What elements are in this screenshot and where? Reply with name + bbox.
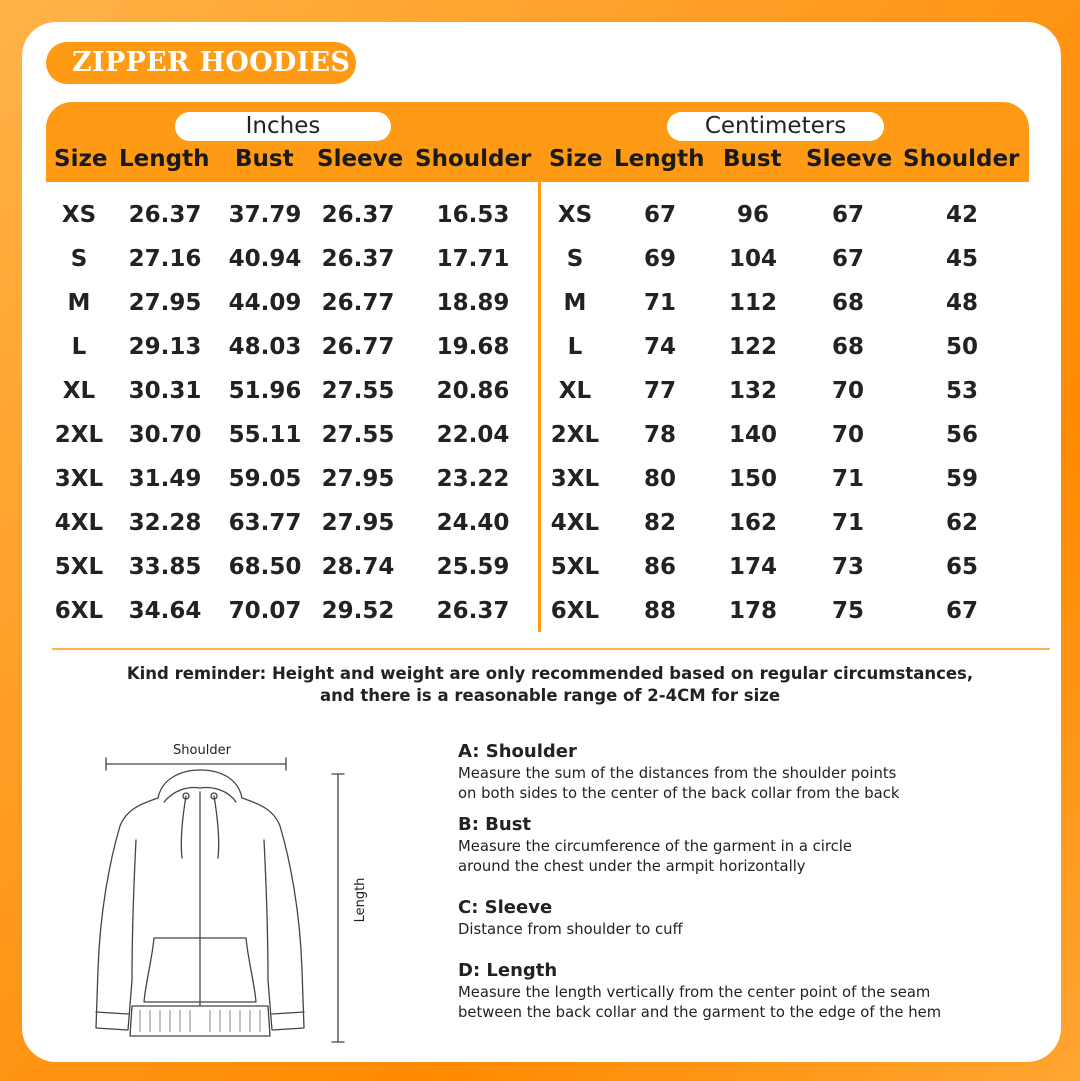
table-cell-cm-bust: 174 bbox=[728, 554, 778, 580]
measure-shoulder-desc-1: Measure the sum of the distances from the shoulder points bbox=[458, 765, 897, 782]
table-cell-in-shoulder: 16.53 bbox=[436, 202, 510, 228]
table-cell-cm-shoulder: 50 bbox=[945, 334, 979, 360]
section-divider bbox=[52, 648, 1050, 650]
table-cell-cm-shoulder: 45 bbox=[945, 246, 979, 272]
unit-label-centimeters: Centimeters bbox=[667, 112, 884, 141]
measure-length-desc-2: between the back collar and the garment to the edge of the hem bbox=[458, 1004, 942, 1021]
measure-shoulder-desc-2: on both sides to the center of the back collar from the back bbox=[458, 785, 900, 802]
reminder-line-1: Kind reminder: Height and weight are only recommended based on regular circumstances, bbox=[126, 664, 974, 683]
table-cell-cm-size: 2XL bbox=[550, 422, 600, 448]
table-cell-in-bust: 59.05 bbox=[228, 466, 302, 492]
table-cell-in-sleeve: 29.52 bbox=[321, 598, 395, 624]
table-cell-cm-length: 78 bbox=[643, 422, 677, 448]
measure-length-title: D: Length bbox=[458, 960, 558, 981]
table-cell-in-sleeve: 26.37 bbox=[321, 202, 395, 228]
table-cell-cm-sleeve: 71 bbox=[831, 466, 865, 492]
table-cell-cm-bust: 104 bbox=[728, 246, 778, 272]
table-cell-cm-length: 86 bbox=[643, 554, 677, 580]
table-cell-cm-size: 3XL bbox=[550, 466, 600, 492]
table-cell-cm-sleeve: 68 bbox=[831, 334, 865, 360]
table-cell-in-bust: 44.09 bbox=[228, 290, 302, 316]
table-cell-in-size: 4XL bbox=[54, 510, 104, 536]
page-title: ZIPPER HOODIES bbox=[46, 42, 356, 84]
table-cell-in-bust: 40.94 bbox=[228, 246, 302, 272]
table-cell-in-shoulder: 24.40 bbox=[436, 510, 510, 536]
col-header-length-in: Length bbox=[119, 146, 210, 172]
table-cell-in-bust: 48.03 bbox=[228, 334, 302, 360]
table-cell-cm-sleeve: 70 bbox=[831, 422, 865, 448]
table-cell-in-size: 6XL bbox=[54, 598, 104, 624]
table-cell-cm-sleeve: 70 bbox=[831, 378, 865, 404]
table-cell-in-size: XS bbox=[61, 202, 97, 228]
measure-sleeve bbox=[458, 896, 1018, 940]
table-cell-cm-length: 80 bbox=[643, 466, 677, 492]
table-cell-in-shoulder: 20.86 bbox=[436, 378, 510, 404]
table-cell-cm-shoulder: 53 bbox=[945, 378, 979, 404]
table-cell-in-sleeve: 27.95 bbox=[321, 510, 395, 536]
measure-bust bbox=[458, 813, 1018, 877]
measure-shoulder bbox=[458, 740, 1018, 804]
table-cell-in-shoulder: 25.59 bbox=[436, 554, 510, 580]
table-cell-in-sleeve: 26.37 bbox=[321, 246, 395, 272]
measure-bust-desc-2: around the chest under the armpit horizontally bbox=[458, 858, 806, 875]
table-cell-in-length: 33.85 bbox=[128, 554, 202, 580]
hoodie-diagram-icon bbox=[70, 730, 410, 1050]
table-cell-in-bust: 68.50 bbox=[228, 554, 302, 580]
table-cell-in-length: 30.70 bbox=[128, 422, 202, 448]
table-cell-cm-length: 88 bbox=[643, 598, 677, 624]
table-cell-cm-size: S bbox=[566, 246, 584, 272]
table-cell-in-bust: 51.96 bbox=[228, 378, 302, 404]
table-cell-cm-size: L bbox=[567, 334, 583, 360]
table-cell-in-shoulder: 26.37 bbox=[436, 598, 510, 624]
table-cell-cm-sleeve: 67 bbox=[831, 202, 865, 228]
table-cell-cm-bust: 162 bbox=[728, 510, 778, 536]
table-cell-in-length: 26.37 bbox=[128, 202, 202, 228]
table-cell-in-shoulder: 18.89 bbox=[436, 290, 510, 316]
table-cell-in-bust: 63.77 bbox=[228, 510, 302, 536]
col-header-bust-in: Bust bbox=[235, 146, 294, 172]
table-cell-in-sleeve: 27.95 bbox=[321, 466, 395, 492]
table-cell-in-length: 27.16 bbox=[128, 246, 202, 272]
table-cell-cm-shoulder: 56 bbox=[945, 422, 979, 448]
kind-reminder bbox=[60, 663, 1040, 707]
table-cell-cm-shoulder: 67 bbox=[945, 598, 979, 624]
table-cell-in-shoulder: 23.22 bbox=[436, 466, 510, 492]
table-cell-cm-length: 71 bbox=[643, 290, 677, 316]
table-cell-cm-size: XL bbox=[558, 378, 592, 404]
measure-sleeve-desc-1: Distance from shoulder to cuff bbox=[458, 921, 683, 938]
measure-length bbox=[458, 959, 1018, 1023]
table-cell-in-length: 31.49 bbox=[128, 466, 202, 492]
table-cell-cm-bust: 140 bbox=[728, 422, 778, 448]
table-cell-cm-shoulder: 48 bbox=[945, 290, 979, 316]
table-cell-in-shoulder: 22.04 bbox=[436, 422, 510, 448]
table-cell-cm-bust: 122 bbox=[728, 334, 778, 360]
length-label: Length bbox=[353, 877, 368, 923]
table-cell-cm-bust: 132 bbox=[728, 378, 778, 404]
table-cell-cm-size: 4XL bbox=[550, 510, 600, 536]
col-header-sleeve-in: Sleeve bbox=[317, 146, 404, 172]
table-cell-cm-sleeve: 71 bbox=[831, 510, 865, 536]
col-header-bust-cm: Bust bbox=[723, 146, 782, 172]
table-cell-cm-shoulder: 42 bbox=[945, 202, 979, 228]
table-cell-in-length: 27.95 bbox=[128, 290, 202, 316]
table-cell-in-size: M bbox=[67, 290, 91, 316]
table-cell-in-size: XL bbox=[62, 378, 96, 404]
table-cell-cm-bust: 96 bbox=[736, 202, 770, 228]
table-cell-cm-length: 82 bbox=[643, 510, 677, 536]
table-cell-in-bust: 37.79 bbox=[228, 202, 302, 228]
table-cell-in-length: 34.64 bbox=[128, 598, 202, 624]
table-cell-cm-length: 69 bbox=[643, 246, 677, 272]
col-header-size-cm: Size bbox=[549, 146, 603, 172]
col-header-sleeve-cm: Sleeve bbox=[806, 146, 893, 172]
table-cell-cm-length: 67 bbox=[643, 202, 677, 228]
table-cell-in-length: 29.13 bbox=[128, 334, 202, 360]
table-cell-in-bust: 55.11 bbox=[228, 422, 302, 448]
table-cell-in-size: 3XL bbox=[54, 466, 104, 492]
table-cell-cm-sleeve: 67 bbox=[831, 246, 865, 272]
table-cell-in-sleeve: 26.77 bbox=[321, 290, 395, 316]
table-cell-cm-bust: 178 bbox=[728, 598, 778, 624]
measure-sleeve-title: C: Sleeve bbox=[458, 897, 553, 918]
table-divider-vertical bbox=[538, 182, 541, 632]
table-cell-cm-shoulder: 62 bbox=[945, 510, 979, 536]
col-header-shoulder-in: Shoulder bbox=[415, 146, 532, 172]
reminder-line-2: and there is a reasonable range of 2-4CM for size bbox=[319, 686, 781, 705]
table-cell-in-sleeve: 27.55 bbox=[321, 378, 395, 404]
table-cell-cm-length: 77 bbox=[643, 378, 677, 404]
table-cell-in-size: L bbox=[71, 334, 87, 360]
measure-length-desc-1: Measure the length vertically from the center point of the seam bbox=[458, 984, 931, 1001]
table-cell-in-sleeve: 27.55 bbox=[321, 422, 395, 448]
table-cell-cm-bust: 112 bbox=[728, 290, 778, 316]
table-cell-cm-sleeve: 68 bbox=[831, 290, 865, 316]
col-header-size-in: Size bbox=[54, 146, 108, 172]
col-header-shoulder-cm: Shoulder bbox=[903, 146, 1020, 172]
measure-shoulder-title: A: Shoulder bbox=[458, 741, 577, 762]
table-cell-cm-length: 74 bbox=[643, 334, 677, 360]
table-cell-in-size: 5XL bbox=[54, 554, 104, 580]
table-cell-in-shoulder: 17.71 bbox=[436, 246, 510, 272]
table-cell-in-size: S bbox=[70, 246, 88, 272]
table-cell-in-length: 30.31 bbox=[128, 378, 202, 404]
table-cell-cm-size: M bbox=[563, 290, 587, 316]
table-cell-in-sleeve: 26.77 bbox=[321, 334, 395, 360]
table-cell-in-size: 2XL bbox=[54, 422, 104, 448]
table-cell-in-sleeve: 28.74 bbox=[321, 554, 395, 580]
table-cell-in-bust: 70.07 bbox=[228, 598, 302, 624]
table-cell-cm-shoulder: 59 bbox=[945, 466, 979, 492]
table-cell-cm-size: 6XL bbox=[550, 598, 600, 624]
measure-bust-title: B: Bust bbox=[458, 814, 532, 835]
table-cell-cm-sleeve: 75 bbox=[831, 598, 865, 624]
col-header-length-cm: Length bbox=[614, 146, 705, 172]
table-cell-cm-size: XS bbox=[557, 202, 593, 228]
shoulder-label: Shoulder bbox=[173, 743, 231, 758]
table-cell-cm-sleeve: 73 bbox=[831, 554, 865, 580]
table-cell-cm-bust: 150 bbox=[728, 466, 778, 492]
table-cell-cm-shoulder: 65 bbox=[945, 554, 979, 580]
unit-label-inches: Inches bbox=[175, 112, 391, 141]
measure-bust-desc-1: Measure the circumference of the garment in a circle bbox=[458, 838, 852, 855]
table-cell-cm-size: 5XL bbox=[550, 554, 600, 580]
table-cell-in-length: 32.28 bbox=[128, 510, 202, 536]
table-cell-in-shoulder: 19.68 bbox=[436, 334, 510, 360]
